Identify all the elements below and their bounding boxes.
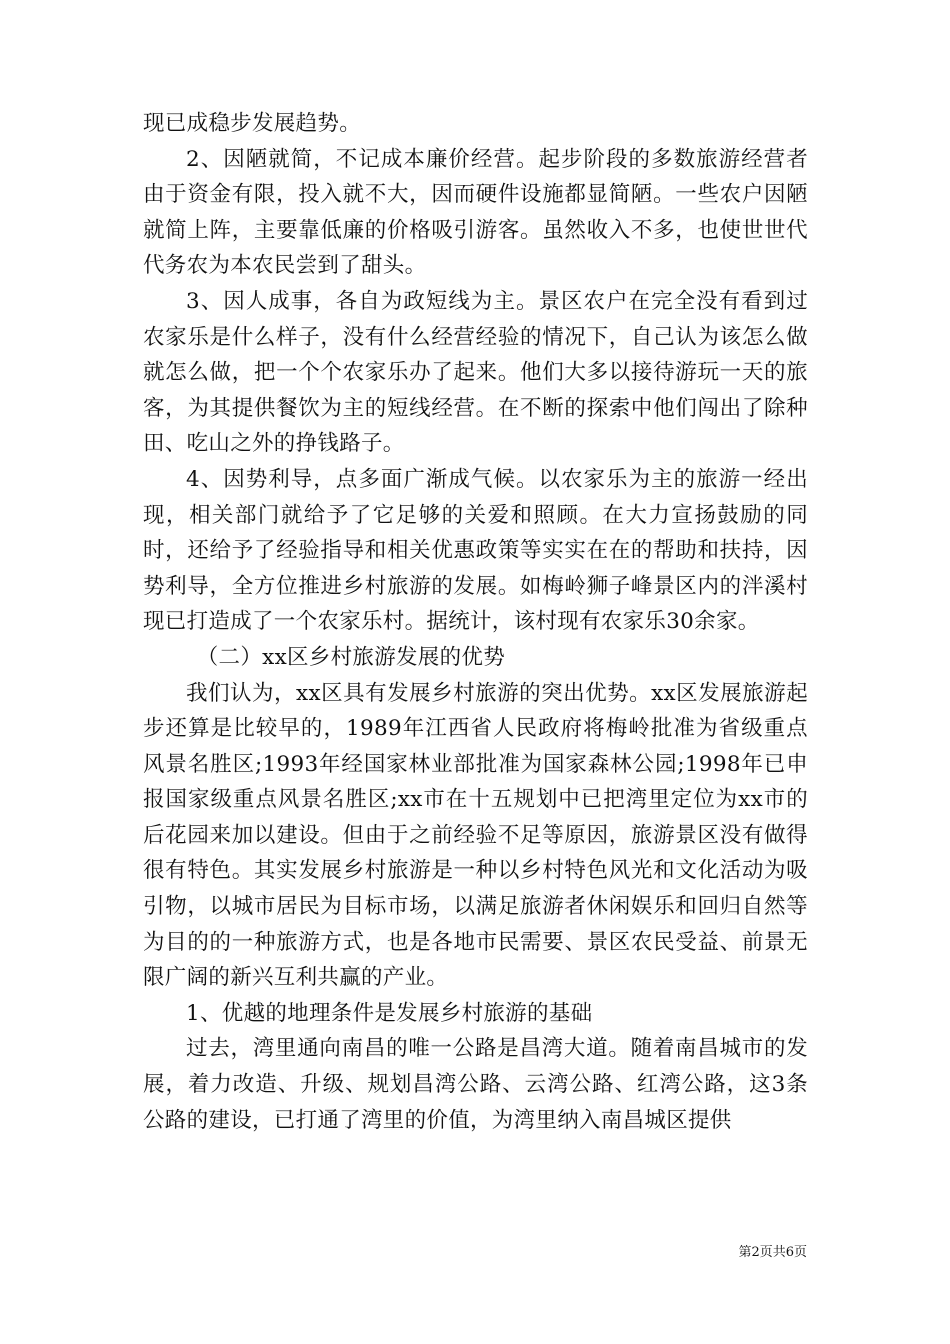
paragraph-point-3: 3、因人成事，各自为政短线为主。景区农户在完全没有看到过农家乐是什么样子，没有什么经营经验的情况下，自己认为该怎么做就怎么做，把一个个农家乐办了起来。他们大多以接待游玩一天的旅客，为其提供餐饮为主的短线经营。在不断的探索中他们闯出了除种田、吃山之外的挣钱路子。 xyxy=(143,288,808,457)
paragraph-point-2: 2、因陋就简，不记成本廉价经营。起步阶段的多数旅游经营者由于资金有限，投入就不大，因而硬件设施都显简陋。一些农户因陋就简上阵，主要靠低廉的价格吸引游客。虽然收入不多，也使世世代代务农为本农民尝到了甜头。 xyxy=(143,146,808,279)
subheading-geography: 1、优越的地理条件是发展乡村旅游的基础 xyxy=(186,1000,593,1026)
paragraph-point-4: 4、因势利导，点多面广渐成气候。以农家乐为主的旅游一经出现，相关部门就给予了它足够的关爱和照顾。在大力宣扬鼓励的同时，还给予了经验指导和相关优惠政策等实实在在的帮助和扶持，因势利导，全方位推进乡村旅游的发展。如梅岭狮子峰景区内的泮溪村现已打造成了一个农家乐村。据统计，该村现有农家乐30余家。 xyxy=(143,466,808,635)
paragraph-geography: 过去，湾里通向南昌的唯一公路是昌湾大道。随着南昌城市的发展，着力改造、升级、规划昌湾公路、云湾公路、红湾公路，这3条公路的建设，已打通了湾里的价值，为湾里纳入南昌城区提供 xyxy=(143,1036,808,1133)
paragraph-advantages-intro: 我们认为，xx区具有发展乡村旅游的突出优势。xx区发展旅游起步还算是比较早的，1989年江西省人民政府将梅岭批准为省级重点风景名胜区;1993年经国家林业部批准为国家森林公园;1998年已申报国家级重点风景名胜区;xx市在十五规划中已把湾里定位为xx市的后花园来加以建设。但由于之前经验不足等原因，旅游景区没有做得很有特色。其实发展乡村旅游是一种以乡村特色风光和文化活动为吸引物，以城市居民为目标市场，以满足旅游者休闲娱乐和回归自然等为目的的一种旅游方式，也是各地市民需要、景区农民受益、前景无限广阔的新兴互利共赢的产业。 xyxy=(143,680,808,991)
page-number-footer: 第2页共6页 xyxy=(738,1245,807,1260)
section-heading-advantages: （二）xx区乡村旅游发展的优势 xyxy=(196,644,506,670)
document-body xyxy=(143,106,808,1138)
paragraph-continuation: 现已成稳步发展趋势。 xyxy=(143,111,362,136)
